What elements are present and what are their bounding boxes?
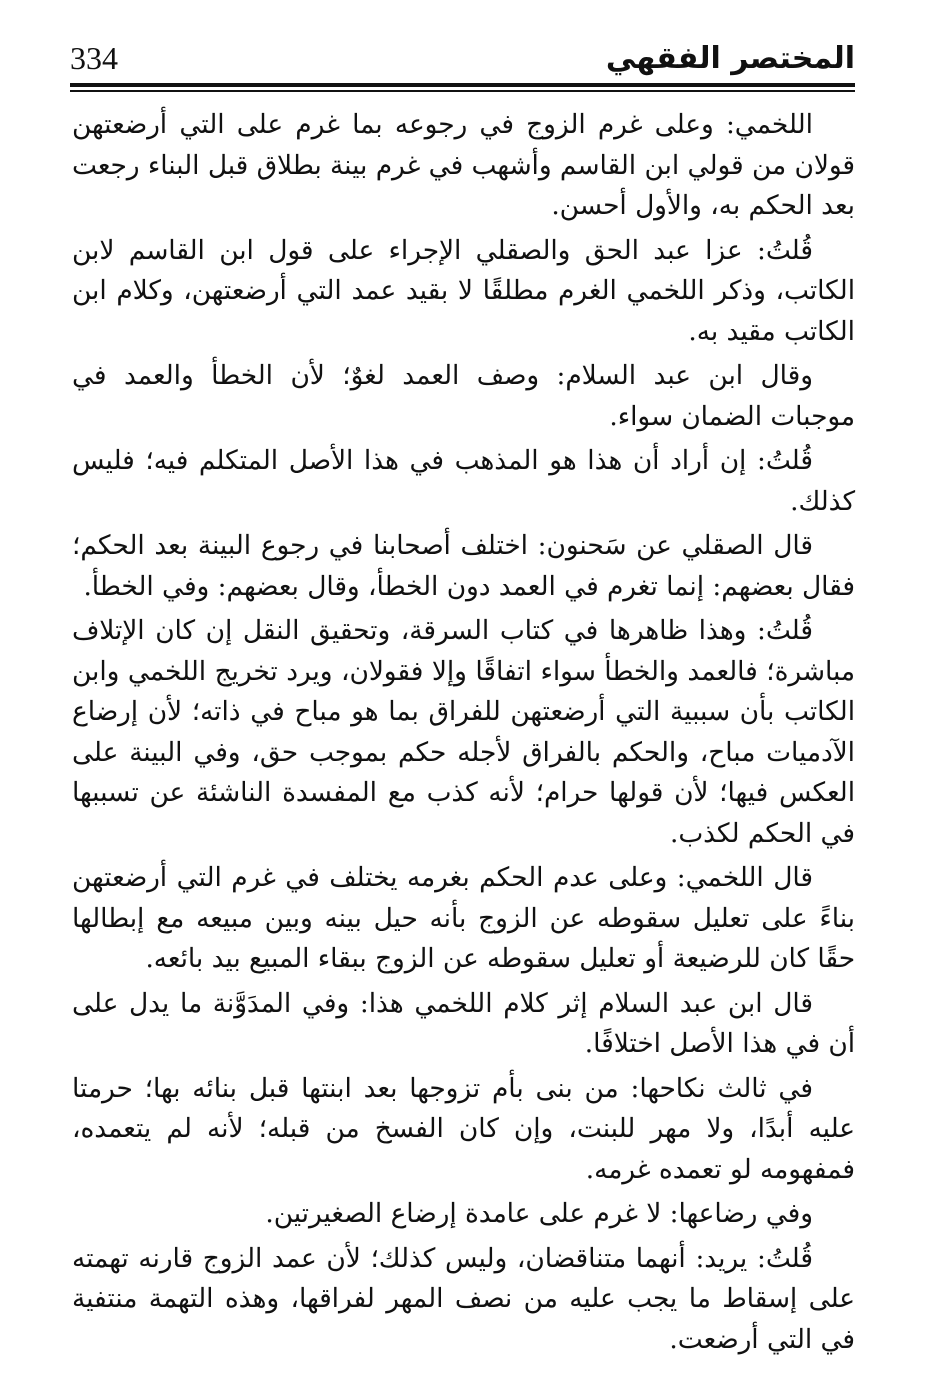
paragraph: قال الصقلي عن سَحنون: اختلف أصحابنا في رجوع البينة بعد الحكم؛ فقال بعضهم: إنما تغرم في العمد دون الخطأ، وقال بعضهم: وفي الخطأ. bbox=[72, 531, 855, 602]
paragraph: قُلتُ: يريد: أنهما متناقضان، وليس كذلك؛ لأن عمد الزوج قارنه تهمته على إسقاط ما يجب عليه من نصف المهر لفراقها، وهذه التهمة منتفية في التي أرضعت. bbox=[72, 1243, 855, 1355]
book-title: المختصر الفقهي bbox=[605, 41, 855, 76]
paragraph: قال اللخمي: وعلى عدم الحكم بغرمه يختلف في غرم التي أرضعتهن بناءً على تعليل سقوطه عن الزوج بأنه حيل بينه وبين مبيعه مع إبطالها حقًا كان للرضيعة أو تعليل سقوطه عن الزوج ببقاء المبيع بيد بائعه. bbox=[72, 863, 855, 974]
paragraph: وقال ابن عبد السلام: وصف العمد لغوٌ؛ لأن الخطأ والعمد في موجبات الضمان سواء. bbox=[72, 361, 855, 432]
paragraph: وفي رضاعها: لا غرم على عامدة إرضاع الصغيرتين. bbox=[265, 1199, 813, 1229]
header-rule-thin bbox=[70, 90, 855, 92]
page-number: 334 bbox=[70, 40, 118, 76]
paragraph: في ثالث نكاحها: من بنى بأم تزوجها بعد ابنتها قبل بنائه بها؛ حرمتا عليه أبدًا، ولا مهر للبنت، وإن كان الفسخ من قبله؛ لأنه لم يتعمده، فمفهومه لو تعمده غرمه. bbox=[72, 1073, 855, 1185]
paragraph: قال ابن عبد السلام إثر كلام اللخمي هذا: وفي المدَوَّنة ما يدل على أن في هذا الأصل اختلافًا. bbox=[72, 988, 855, 1059]
paragraph: اللخمي: وعلى غرم الزوج في رجوعه بما غرم على التي أرضعتهن قولان من قولي ابن القاسم وأشهب في غرم بينة بطلاق قبل البناء رجعت بعد الحكم به، والأول أحسن. bbox=[72, 110, 855, 221]
paragraph: قُلتُ: وهذا ظاهرها في كتاب السرقة، وتحقيق النقل إن كان الإتلاف مباشرة؛ فالعمد والخطأ سواء اتفاقًا وإلا فقولان، ويرد تخريج اللخمي وابن الكاتب بأن سببية التي أرضعتهن للفراق بما هو مباح في ذاته؛ لأن إرضاع الآدميات مباح، والحكم بالفراق لأجله حكم بموجب حق، وفي البينة على العكس فيها؛ لأن قولها حرام؛ لأنه كذب مع المفسدة الناشئة عن تسببها في الحكم لكذب. bbox=[72, 616, 855, 849]
paragraph: قُلتُ: إن أراد أن هذا هو المذهب في هذا الأصل المتكلم فيه؛ فليس كذلك. bbox=[72, 446, 855, 517]
header-rule-thick bbox=[70, 83, 855, 87]
paragraph: قُلتُ: عزا عبد الحق والصقلي الإجراء على قول ابن القاسم لابن الكاتب، وذكر اللخمي الغرم مطلقًا لا بقيد عمد التي أرضعتهن، وكلام ابن الكاتب مقيد به. bbox=[72, 235, 855, 347]
body-text bbox=[72, 105, 855, 1364]
page-header bbox=[70, 30, 855, 88]
